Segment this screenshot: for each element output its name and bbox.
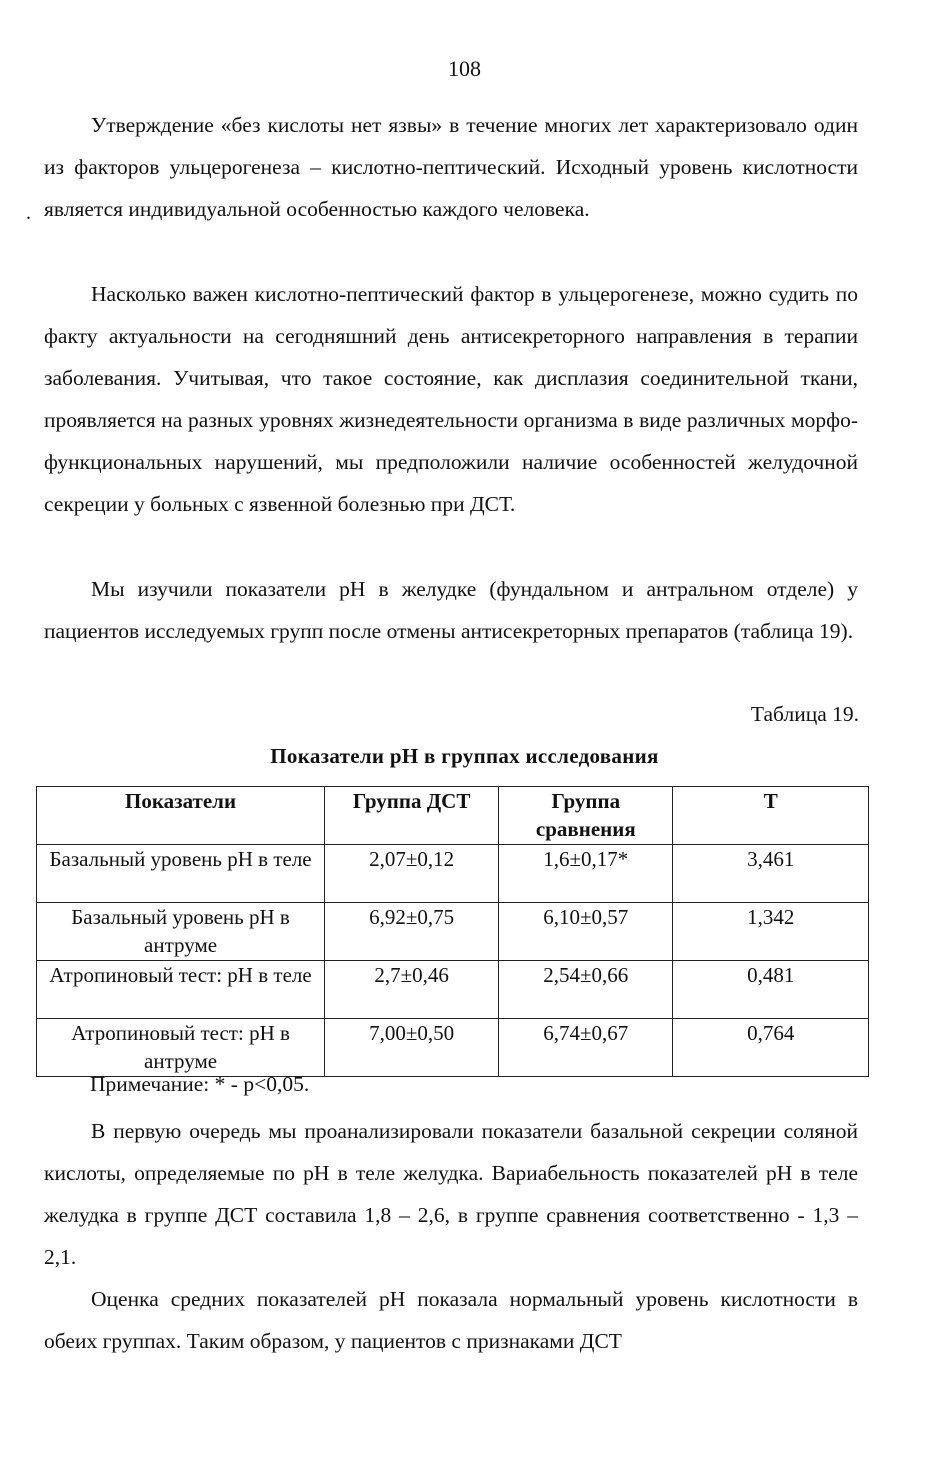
paragraph-3: Мы изучили показатели рН в желудке (фундальном и антральном отделе) у пациентов исследуемых групп после отмены антисекреторных препаратов (таблица 19).	[44, 577, 858, 643]
page-number: 108	[448, 56, 481, 81]
header-t: Т	[673, 787, 869, 845]
table-row	[37, 845, 869, 903]
table-title: Показатели рН в группах исследования	[270, 744, 659, 768]
comparison-value: 2,54±0,66	[499, 961, 673, 1019]
row-label: Базальный уровень рН в антруме	[37, 903, 325, 961]
paragraph-1: Утверждение «без кислоты нет язвы» в течение многих лет характеризовало один из факторов ульцерогенеза – кислотно-пептический. Исходный уровень кислотности является индивидуальной особенностью каждого человека.	[44, 113, 858, 221]
table-caption: Таблица 19.	[750, 702, 859, 726]
t-value: 1,342	[673, 903, 869, 961]
t-value: 0,481	[673, 961, 869, 1019]
header-indicator: Показатели	[37, 787, 325, 845]
comparison-value: 1,6±0,17*	[499, 845, 673, 903]
paragraph-4: В первую очередь мы проанализировали показатели базальной секреции соляной кислоты, определяемые по рН в теле желудка. Вариабельность показателей рН в теле желудка в группе ДСТ составила 1,8 – 2,6, в группе сравнения соответственно - 1,3 – 2,1.	[44, 1119, 858, 1269]
paragraph-2: Насколько важен кислотно-пептический фактор в ульцерогенезе, можно судить по факту актуальности на сегодняшний день антисекреторного направления в терапии заболевания. Учитывая, что такое состояние, как дисплазия соединительной ткани, проявляется на разных уровнях жизнедеятельности организма в виде различных морфо-функциональных нарушений, мы предположили наличие особенностей желудочной секреции у больных с язвенной болезнью при ДСТ.	[44, 282, 858, 516]
table-header-row	[37, 787, 869, 845]
stray-mark: .	[26, 202, 31, 224]
dst-value: 2,7±0,46	[325, 961, 499, 1019]
dst-value: 6,92±0,75	[325, 903, 499, 961]
row-label: Базальный уровень рН в теле	[37, 845, 325, 903]
table-row	[37, 903, 869, 961]
header-comparison-group: Группа сравнения	[499, 787, 673, 845]
t-value: 0,764	[673, 1019, 869, 1077]
paragraph-5: Оценка средних показателей рН показала нормальный уровень кислотности в обеих группах. Таким образом, у пациентов с признаками ДСТ	[44, 1287, 858, 1353]
ph-table	[36, 786, 869, 1077]
t-value: 3,461	[673, 845, 869, 903]
row-label: Атропиновый тест: рН в теле	[37, 961, 325, 1019]
comparison-value: 6,74±0,67	[499, 1019, 673, 1077]
header-dst-group: Группа ДСТ	[325, 787, 499, 845]
comparison-value: 6,10±0,57	[499, 903, 673, 961]
dst-value: 7,00±0,50	[325, 1019, 499, 1077]
table-row	[37, 961, 869, 1019]
dst-value: 2,07±0,12	[325, 845, 499, 903]
table-note: Примечание: * - р<0,05.	[90, 1072, 310, 1096]
table-row	[37, 1019, 869, 1077]
row-label: Атропиновый тест: рН в антруме	[37, 1019, 325, 1077]
